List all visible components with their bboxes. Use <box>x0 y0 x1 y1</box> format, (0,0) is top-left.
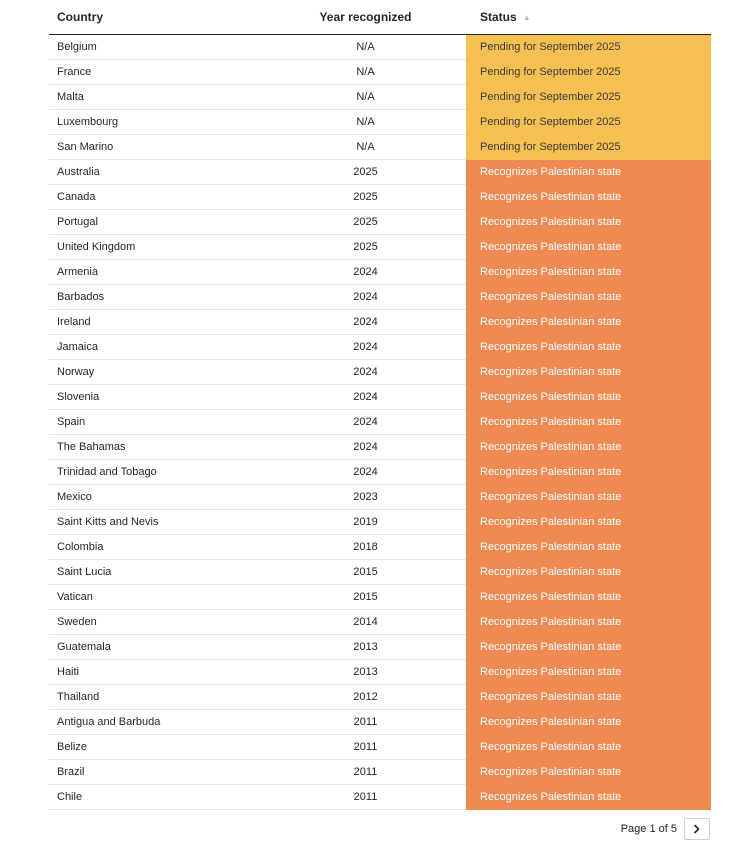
cell-year: 2024 <box>265 310 466 335</box>
cell-status: Recognizes Palestinian state <box>466 210 711 235</box>
cell-status: Recognizes Palestinian state <box>466 535 711 560</box>
table-row <box>49 335 711 360</box>
table-row <box>49 635 711 660</box>
table-row <box>49 85 711 110</box>
table-row <box>49 660 711 685</box>
cell-country: Ireland <box>49 310 265 335</box>
cell-country: Haiti <box>49 660 265 685</box>
cell-year: 2024 <box>265 360 466 385</box>
cell-year: 2014 <box>265 610 466 635</box>
cell-country: Jamaica <box>49 335 265 360</box>
cell-year: 2011 <box>265 760 466 785</box>
table-row <box>49 410 711 435</box>
cell-status: Pending for September 2025 <box>466 60 711 85</box>
cell-country: Antigua and Barbuda <box>49 710 265 735</box>
table-row <box>49 435 711 460</box>
cell-country: Saint Kitts and Nevis <box>49 510 265 535</box>
cell-status: Recognizes Palestinian state <box>466 385 711 410</box>
cell-status: Recognizes Palestinian state <box>466 235 711 260</box>
cell-country: Belize <box>49 735 265 760</box>
cell-country: Slovenia <box>49 385 265 410</box>
cell-status: Recognizes Palestinian state <box>466 760 711 785</box>
cell-status: Recognizes Palestinian state <box>466 410 711 435</box>
cell-year: 2015 <box>265 560 466 585</box>
cell-year: 2024 <box>265 435 466 460</box>
cell-year: N/A <box>265 135 466 160</box>
cell-country: United Kingdom <box>49 235 265 260</box>
pagination <box>621 818 710 840</box>
sort-ascending-icon: ▲ <box>522 13 531 22</box>
cell-status: Recognizes Palestinian state <box>466 460 711 485</box>
cell-country: Colombia <box>49 535 265 560</box>
table-row <box>49 160 711 185</box>
cell-year: 2013 <box>265 660 466 685</box>
cell-status: Recognizes Palestinian state <box>466 685 711 710</box>
table-row <box>49 385 711 410</box>
table-row <box>49 210 711 235</box>
recognition-table <box>49 0 711 810</box>
table-row <box>49 285 711 310</box>
cell-year: N/A <box>265 85 466 110</box>
cell-status: Recognizes Palestinian state <box>466 435 711 460</box>
cell-country: Trinidad and Tobago <box>49 460 265 485</box>
column-header-status[interactable] <box>466 0 711 35</box>
cell-year: 2024 <box>265 285 466 310</box>
cell-status: Pending for September 2025 <box>466 110 711 135</box>
cell-status: Recognizes Palestinian state <box>466 360 711 385</box>
table-header-row <box>49 0 711 35</box>
table-row <box>49 535 711 560</box>
cell-status: Recognizes Palestinian state <box>466 335 711 360</box>
cell-year: 2019 <box>265 510 466 535</box>
cell-status: Recognizes Palestinian state <box>466 185 711 210</box>
cell-year: 2024 <box>265 385 466 410</box>
cell-country: Chile <box>49 785 265 810</box>
cell-country: Brazil <box>49 760 265 785</box>
cell-status: Pending for September 2025 <box>466 85 711 110</box>
cell-status: Recognizes Palestinian state <box>466 510 711 535</box>
cell-country: Luxembourg <box>49 110 265 135</box>
table-row <box>49 110 711 135</box>
cell-year: 2024 <box>265 410 466 435</box>
cell-year: 2018 <box>265 535 466 560</box>
cell-year: 2011 <box>265 710 466 735</box>
cell-status: Recognizes Palestinian state <box>466 635 711 660</box>
table-row <box>49 185 711 210</box>
column-header-label: Year recognized <box>319 10 412 24</box>
table-row <box>49 610 711 635</box>
cell-country: Sweden <box>49 610 265 635</box>
table-row <box>49 760 711 785</box>
table-row <box>49 360 711 385</box>
cell-country: Mexico <box>49 485 265 510</box>
cell-year: 2025 <box>265 160 466 185</box>
table-row <box>49 710 711 735</box>
cell-status: Recognizes Palestinian state <box>466 260 711 285</box>
cell-status: Recognizes Palestinian state <box>466 485 711 510</box>
table-row <box>49 260 711 285</box>
cell-country: Vatican <box>49 585 265 610</box>
table-row <box>49 735 711 760</box>
page-indicator: Page 1 of 5 <box>620 823 677 835</box>
cell-country: Belgium <box>49 35 265 60</box>
cell-year: N/A <box>265 35 466 60</box>
cell-year: 2024 <box>265 335 466 360</box>
cell-year: N/A <box>265 110 466 135</box>
cell-year: 2012 <box>265 685 466 710</box>
cell-country: Spain <box>49 410 265 435</box>
cell-year: 2024 <box>265 260 466 285</box>
column-header-label: Status <box>480 10 517 24</box>
cell-year: 2011 <box>265 735 466 760</box>
cell-year: 2015 <box>265 585 466 610</box>
table-row <box>49 560 711 585</box>
cell-country: Guatemala <box>49 635 265 660</box>
chevron-right-icon <box>692 824 702 834</box>
table-row <box>49 460 711 485</box>
cell-status: Recognizes Palestinian state <box>466 660 711 685</box>
table-row <box>49 60 711 85</box>
table-row <box>49 235 711 260</box>
cell-status: Pending for September 2025 <box>466 35 711 60</box>
cell-country: Norway <box>49 360 265 385</box>
table-row <box>49 485 711 510</box>
table-row <box>49 35 711 60</box>
table-row <box>49 310 711 335</box>
cell-status: Recognizes Palestinian state <box>466 585 711 610</box>
table-row <box>49 685 711 710</box>
column-header-country[interactable] <box>49 0 265 35</box>
cell-status: Recognizes Palestinian state <box>466 710 711 735</box>
cell-country: Australia <box>49 160 265 185</box>
column-header-label: Country <box>57 10 103 24</box>
cell-status: Recognizes Palestinian state <box>466 560 711 585</box>
cell-year: N/A <box>265 60 466 85</box>
column-header-year[interactable] <box>265 0 466 35</box>
cell-status: Recognizes Palestinian state <box>466 735 711 760</box>
cell-status: Recognizes Palestinian state <box>466 285 711 310</box>
cell-country: Portugal <box>49 210 265 235</box>
cell-country: The Bahamas <box>49 435 265 460</box>
cell-country: France <box>49 60 265 85</box>
cell-country: Canada <box>49 185 265 210</box>
cell-year: 2024 <box>265 460 466 485</box>
cell-country: Barbados <box>49 285 265 310</box>
table-row <box>49 785 711 810</box>
next-page-button[interactable] <box>684 818 710 840</box>
cell-country: San Marino <box>49 135 265 160</box>
cell-year: 2025 <box>265 235 466 260</box>
cell-country: Saint Lucia <box>49 560 265 585</box>
cell-status: Recognizes Palestinian state <box>466 610 711 635</box>
cell-country: Thailand <box>49 685 265 710</box>
cell-status: Recognizes Palestinian state <box>466 310 711 335</box>
cell-country: Malta <box>49 85 265 110</box>
cell-year: 2025 <box>265 210 466 235</box>
cell-year: 2023 <box>265 485 466 510</box>
cell-country: Armenia <box>49 260 265 285</box>
table-row <box>49 510 711 535</box>
cell-year: 2011 <box>265 785 466 810</box>
cell-year: 2013 <box>265 635 466 660</box>
cell-status: Recognizes Palestinian state <box>466 160 711 185</box>
cell-year: 2025 <box>265 185 466 210</box>
table-body <box>49 35 711 810</box>
cell-status: Recognizes Palestinian state <box>466 785 711 810</box>
cell-status: Pending for September 2025 <box>466 135 711 160</box>
table-row <box>49 585 711 610</box>
table-row <box>49 135 711 160</box>
